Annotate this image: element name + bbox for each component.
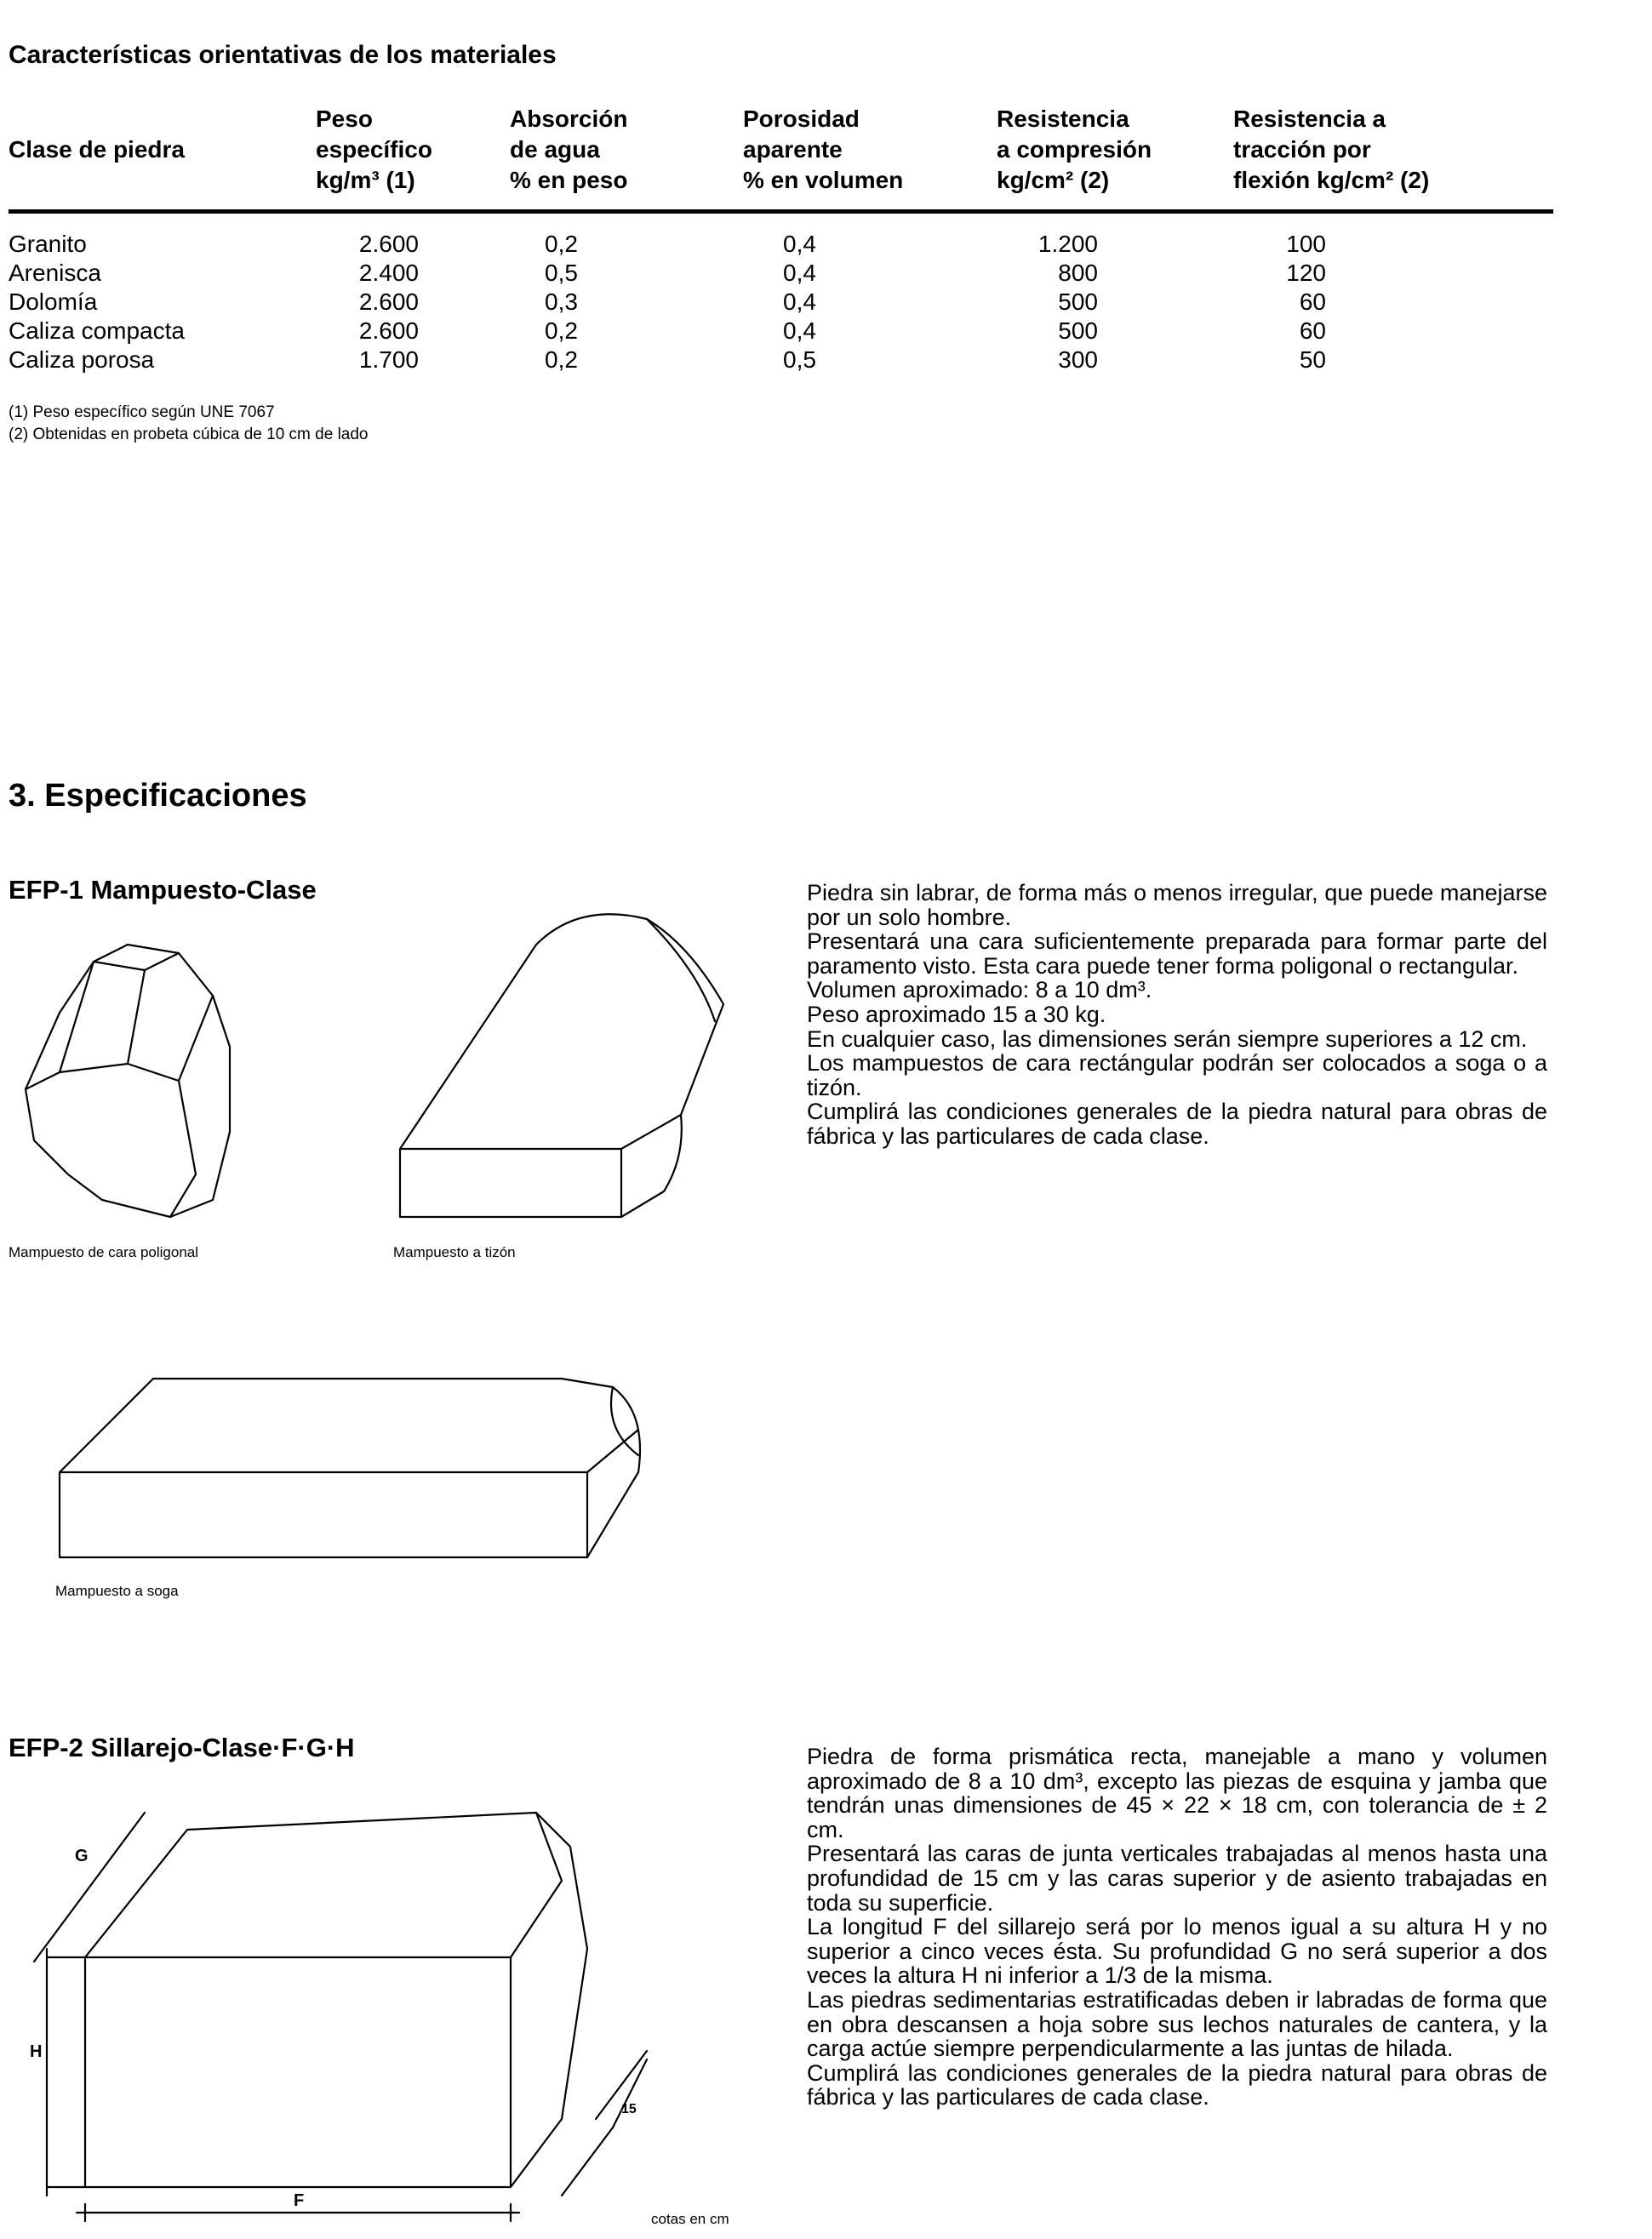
dimension-g: G	[75, 1847, 89, 1865]
table-row	[0, 317, 1617, 346]
mampuesto-poligonal-drawing	[0, 919, 255, 1242]
efp1-description	[807, 881, 1547, 1149]
col-header-compresion: Resistencia a compresión kg/cm² (2)	[997, 106, 1152, 193]
mampuesto-tizon-drawing	[392, 902, 749, 1234]
value-cell: 0,5	[783, 346, 816, 373]
value-cell: 300	[1058, 346, 1098, 373]
value-cell: 120	[1286, 260, 1326, 286]
value-cell: 2.600	[358, 317, 419, 344]
value-cell: 0,5	[545, 260, 578, 286]
value-cell: 0,4	[783, 231, 816, 257]
caption-tizon: Mampuesto a tizón	[393, 1244, 516, 1260]
dimension-f: F	[294, 2191, 305, 2210]
value-cell: 0,3	[545, 288, 578, 315]
stone-name-cell: Caliza porosa	[9, 346, 155, 373]
efp2-paragraph: Cumplirá las condiciones generales de la piedra natural para obras de fábrica y las particulares de cada clase.	[807, 2059, 1547, 2110]
dimension-h: H	[30, 2042, 43, 2061]
value-cell: 0,2	[545, 317, 578, 344]
value-cell: 500	[1058, 288, 1098, 315]
stone-name-cell: Caliza compacta	[9, 317, 185, 344]
dimension-note: cotas en cm	[651, 2211, 729, 2227]
dimension-depth: 15	[621, 2102, 637, 2116]
value-cell: 1.200	[1038, 231, 1098, 257]
value-cell: 0,2	[545, 231, 578, 257]
value-cell: 2.400	[358, 260, 419, 286]
value-cell: 0,2	[545, 346, 578, 373]
value-cell: 800	[1058, 260, 1098, 286]
sillarejo-drawing	[0, 1779, 681, 2239]
efp1-paragraph: Peso aproximado 15 a 30 kg.	[807, 1001, 1106, 1027]
value-cell: 2.600	[358, 288, 419, 315]
efp1-paragraph: Los mampuestos de cara rectángular podrán ser colocados a soga o a tizón.	[807, 1050, 1547, 1100]
table-row	[0, 346, 1617, 374]
section-title: 3. Especificaciones	[9, 778, 307, 814]
col-header-traccion: Resistencia a tracción por flexión kg/cm² (2)	[1233, 106, 1430, 193]
col-header-peso: Peso específico kg/m³ (1)	[316, 106, 432, 193]
value-cell: 500	[1058, 317, 1098, 344]
stone-name-cell: Granito	[9, 231, 87, 257]
efp1-paragraph: Cumplirá las condiciones generales de la piedra natural para obras de fábrica y las particulares de cada clase.	[807, 1099, 1547, 1149]
efp2-paragraph: Piedra de forma prismática recta, manejable a mano y volumen aproximado de 8 a 10 dm³, excepto las piezas de esquina y jamba que tendrán unas dimensiones de 45 × 22 × 18 cm, con tolerancia de ± 2 cm.	[807, 1744, 1547, 1842]
table-row	[0, 259, 1617, 288]
mampuesto-soga-drawing	[51, 1362, 647, 1574]
efp1-paragraph: Presentará una cara suficientemente preparada para formar parte del paramento visto. Esta cara puede tener forma poligonal o rectangular.	[807, 928, 1547, 979]
table-row	[0, 288, 1617, 317]
efp2-paragraph: Presentará las caras de junta verticales trabajadas al menos hasta una profundidad de 15 cm y las caras superior y de asiento trabajadas en toda su superficie.	[807, 1841, 1547, 1916]
value-cell: 1.700	[358, 346, 419, 373]
value-cell: 50	[1299, 346, 1326, 373]
table-title: Características orientativas de los materiales	[9, 41, 557, 69]
value-cell: 60	[1299, 317, 1326, 344]
value-cell: 60	[1299, 288, 1326, 315]
stone-name-cell: Arenisca	[9, 260, 101, 286]
caption-soga: Mampuesto a soga	[55, 1583, 179, 1599]
efp1-paragraph: Volumen aproximado: 8 a 10 dm³.	[807, 977, 1152, 1003]
col-header-absorcion: Absorción de agua % en peso	[510, 106, 628, 193]
footnote-2: (2) Obtenidas en probeta cúbica de 10 cm de lado	[9, 426, 369, 443]
efp1-paragraph: Piedra sin labrar, de forma más o menos irregular, que puede manejarse por un solo hombre.	[807, 880, 1547, 930]
stone-name-cell: Dolomía	[9, 288, 98, 315]
efp1-paragraph: En cualquier caso, las dimensiones serán siempre superiores a 12 cm.	[807, 1025, 1528, 1052]
col-header-porosidad: Porosidad aparente % en volumen	[743, 106, 904, 193]
value-cell: 2.600	[358, 231, 419, 257]
efp2-paragraph: La longitud F del sillarejo será por lo menos igual a su altura H y no superior a cinco veces ésta. Su profundidad G no será superior a dos veces la altura H ni inferior a 1/3 de la misma.	[807, 1914, 1547, 1989]
value-cell: 0,4	[783, 260, 816, 286]
footnote-1: (1) Peso específico según UNE 7067	[9, 403, 275, 421]
efp1-heading: EFP-1 Mampuesto-Clase	[9, 875, 317, 905]
value-cell: 0,4	[783, 317, 816, 344]
caption-poligonal: Mampuesto de cara poligonal	[9, 1244, 199, 1260]
efp2-description	[807, 1745, 1547, 2110]
efp2-heading: EFP-2 Sillarejo-Clase·F·G·H	[9, 1733, 355, 1762]
table-rule	[9, 209, 1553, 214]
table-row	[0, 230, 1617, 259]
col-header-clase: Clase de piedra	[9, 136, 185, 163]
value-cell: 100	[1286, 231, 1326, 257]
value-cell: 0,4	[783, 288, 816, 315]
efp2-paragraph: Las piedras sedimentarias estratificadas deben ir labradas de forma que en obra descansen a hoja sobre sus lechos naturales de cantera, y la carga actúe siempre perpendicularmente a las juntas de hilada.	[807, 1986, 1547, 2062]
